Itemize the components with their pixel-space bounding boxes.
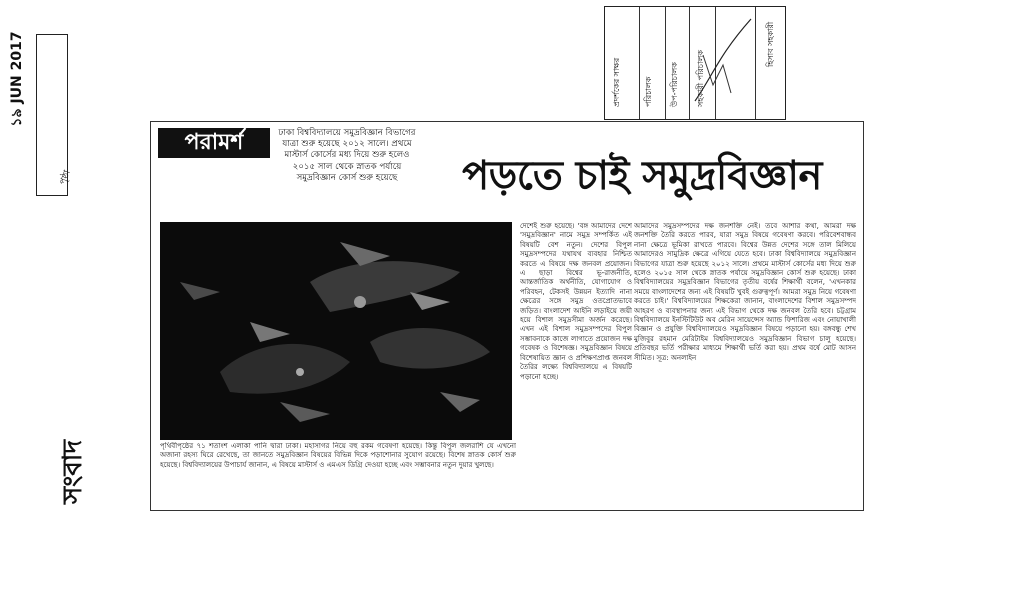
routing-label: সহকারী পরিচালক — [696, 50, 705, 107]
routing-label: পরিচালক — [644, 76, 653, 107]
routing-label: উপ-পরিচালক — [670, 62, 679, 107]
section-badge: পরামর্শ — [158, 128, 270, 158]
article-column-1: দেশেই শুরু হয়েছে। 'বঙ্গ আমাদের দেশে 'সমুদ্রবিজ্ঞান' নামে সমুদ্র সম্পর্কিত এই বিষয়টি বেশ নতুন। দেশের বিপুল সমুদ্রসম্পদের যথাযথ ব্যবহার নিশ্চিত করতে এ বিষয়ে দক্ষ জনবল প্রয়োজন। এ ছাড়া বিশ্বের ভূ-রাজনীতি, আন্তর্জাতিক অর্থনীতি, যোগাযোগ ও পরিবহন, টেকসই উন্নয়ন ইত্যাদি নানা ক্ষেত্রের সঙ্গে সমুদ্র ওতপ্রোতভাবে জড়িত। বাংলাদেশ আইনি লড়াইয়ে জয়ী হয়ে বিশাল সমুদ্রসীমা অর্জন করেছে। এখন এই বিশাল সমুদ্রসম্পদের বিপুল সম্ভাবনাকে কাজে লাগাতে প্রয়োজন দক্ষ গবেষক ও বিশেষজ্ঞ। সমুদ্রবিজ্ঞান বিষয়ে বিশেষায়িত জ্ঞান ও প্রশিক্ষণপ্রাপ্ত জনবল তৈরির লক্ষ্যে বিশ্ববিদ্যালয়ে এ বিষয়টি পড়ানো হচ্ছে। — [520, 222, 632, 381]
ocean-photo-graphic — [160, 222, 512, 440]
article-column-2: আমাদের সমুদ্রসম্পদের দক্ষ জনশক্তি নেই। তবে আশার কথা, আমরা দক্ষ জনশক্তি তৈরি করতে পারব, যারা সমুদ্র বিষয়ে গবেষণা করবে। পরিবেশবান্ধব নানা ক্ষেত্রে ভূমিকা রাখতে পারবে। বিশ্বের উন্নত দেশের সঙ্গে তাল মিলিয়ে আমাদেরও সামুদ্রিক ক্ষেত্রে এগিয়ে যেতে হবে। ঢাকা বিশ্ববিদ্যালয়ে সমুদ্রবিজ্ঞান বিভাগের যাত্রা শুরু হয়েছে ২০১২ সালে। প্রথমে মাস্টার্স কোর্সের মধ্য দিয়ে শুরু হলেও ২০১৫ সাল থেকে স্নাতক পর্যায়ে সমুদ্রবিজ্ঞান কোর্স শুরু হয়েছে। ঢাকা বিশ্ববিদ্যালয়ের সমুদ্রবিজ্ঞান বিভাগের তৃতীয় বর্ষের শিক্ষার্থী বলেন, 'এখনকার সময়ে বাংলাদেশের জন্য এই বিষয়টি খুবই গুরুত্বপূর্ণ। আমরা সমুদ্র নিয়ে গবেষণা করতে চাই।' বিশ্ববিদ্যালয়ের শিক্ষকেরা জানান, বাংলাদেশের বিশাল সমুদ্রসম্পদ আহরণ ও ব্যবস্থাপনার জন্য এই বিভাগ থেকে দক্ষ জনবল তৈরি হবে। চট্টগ্রাম বিশ্ববিদ্যালয়ে ইনস্টিটিউট অব মেরিন সায়েন্সেস অ্যান্ড ফিশারিজ এবং নোয়াখালী বিজ্ঞান ও প্রযুক্তি বিশ্ববিদ্যালয়েও সমুদ্রবিজ্ঞান বিষয়ে পড়ানো হয়। বঙ্গবন্ধু শেখ মুজিবুর রহমান মেরিটাইম বিশ্ববিদ্যালয়েও সমুদ্রবিজ্ঞান বিভাগ চালু হয়েছে। প্রতিবছর ভর্তি পরীক্ষার মাধ্যমে শিক্ষার্থী ভর্তি করা হয়। প্রথম বর্ষে মোট আসন সীমিত। সূত্র: অনলাইন — [634, 222, 856, 362]
stamp-date: ১৯ JUN 2017 — [9, 31, 25, 127]
routing-col — [689, 7, 690, 119]
routing-col — [639, 7, 640, 119]
photo-caption: পৃথিবীপৃষ্ঠের ৭১ শতাংশ এলাকা পানি দ্বারা ঢাকা। মহাসাগর নিয়ে বহু রকম গবেষণা হয়েছে। কিন্তু বিপুল জলরাশি যে এখনো অজানা রহস্য ঘিরে রেখেছে, তা জানতে সমুদ্রবিজ্ঞান বিষয়ের বিভিন্ন দিকে পড়াশোনার সুযোগ রয়েছে। বিশেষ স্নাতক কোর্স শুরু হয়েছে। বিশ্ববিদ্যালয়ের উপাচার্য জানান, এ বিষয়ে মাস্টার্স ও এমএস ডিগ্রি দেওয়া হচ্ছে এবং সম্ভাবনার নতুন দুয়ার খুলছে। — [160, 442, 516, 469]
routing-label: প্রদর্শকের সাক্ষর — [612, 57, 621, 107]
article-headline: পড়তে চাই সমুদ্রবিজ্ঞান — [462, 153, 822, 199]
newspaper-name-text: সংবাদ — [58, 439, 88, 505]
routing-col — [755, 7, 756, 119]
routing-label: হিসাব সহকারী — [766, 21, 775, 67]
newspaper-name — [44, 410, 104, 520]
routing-col — [665, 7, 666, 119]
stamp-side-note: পৃষ্ঠা — [58, 169, 73, 187]
article-lede: ঢাকা বিশ্ববিদ্যালয়ে সমুদ্রবিজ্ঞান বিভাগের যাত্রা শুরু হয়েছে ২০১২ সালে। প্রথমে মাস্টার্স কোর্সের মধ্য দিয়ে শুরু হলেও ২০১৫ সাল থেকে স্নাতক পর্যায়ে সমুদ্রবিজ্ঞান কোর্স শুরু হয়েছে — [278, 128, 416, 183]
routing-table — [604, 6, 786, 120]
routing-signature-scribble — [693, 15, 753, 105]
article-photo — [160, 222, 512, 440]
